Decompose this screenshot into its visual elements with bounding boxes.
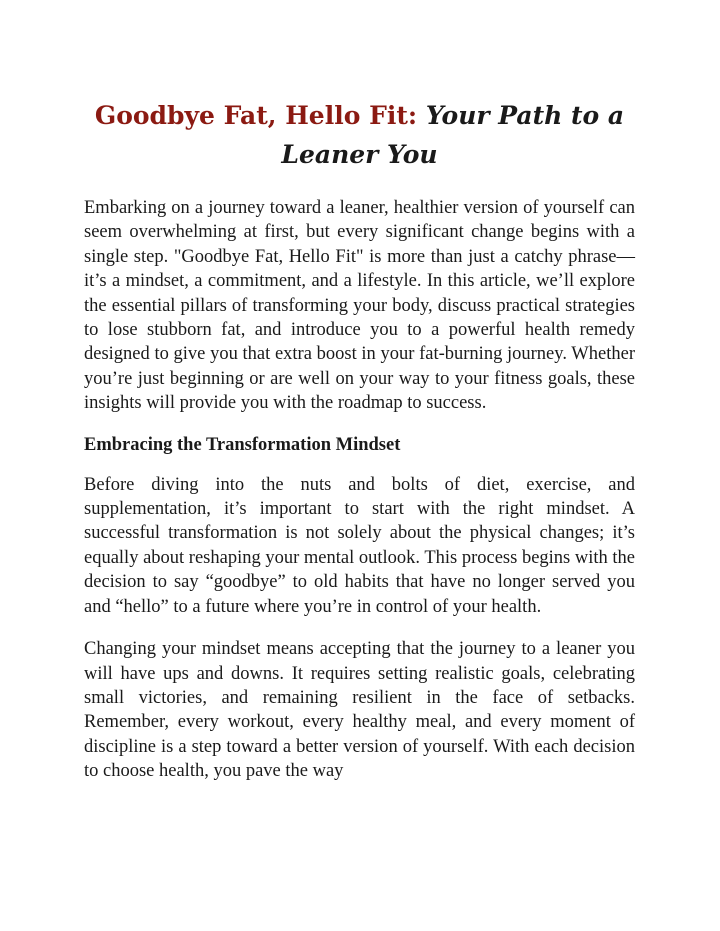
body-paragraph-2: Changing your mindset means accepting that the journey to a leaner you will have ups and downs. It requires setting realistic goals, celebrating small victories, and remaining resilient in the face of setbacks. Remember, every workout, every healthy meal, and every moment of discipline is a step toward a better version of yourself. With each decision to choose health, you pave the way	[84, 639, 635, 782]
title-subtitle: Your Path to a Leaner You	[281, 101, 625, 169]
section-heading: Embracing the Transformation Mindset	[84, 434, 401, 455]
title-main: Goodbye Fat, Hello Fit:	[94, 101, 418, 130]
document-page	[84, 96, 635, 784]
page-title	[84, 96, 635, 174]
body-paragraph-1: Before diving into the nuts and bolts of diet, exercise, and supplementation, it’s important to start with the right mindset. A successful transformation is not solely about the physical changes; it’s equally about reshaping your mental outlook. This process begins with the decision to say “goodbye” to old habits that have no longer served you and “hello” to a future where you’re in control of your health.	[84, 474, 635, 617]
intro-paragraph: Embarking on a journey toward a leaner, healthier version of yourself can seem overwhelming at first, but every significant change begins with a single step. "Goodbye Fat, Hello Fit" is more than just a catchy phrase—it’s a mindset, a commitment, and a lifestyle. In this article, we’ll explore the essential pillars of transforming your body, discuss practical strategies to lose stubborn fat, and introduce you to a powerful health remedy designed to give you that extra boost in your fat-burning journey. Whether you’re just beginning or are well on your way to your fitness goals, these insights will provide you with the roadmap to success.	[84, 198, 635, 414]
